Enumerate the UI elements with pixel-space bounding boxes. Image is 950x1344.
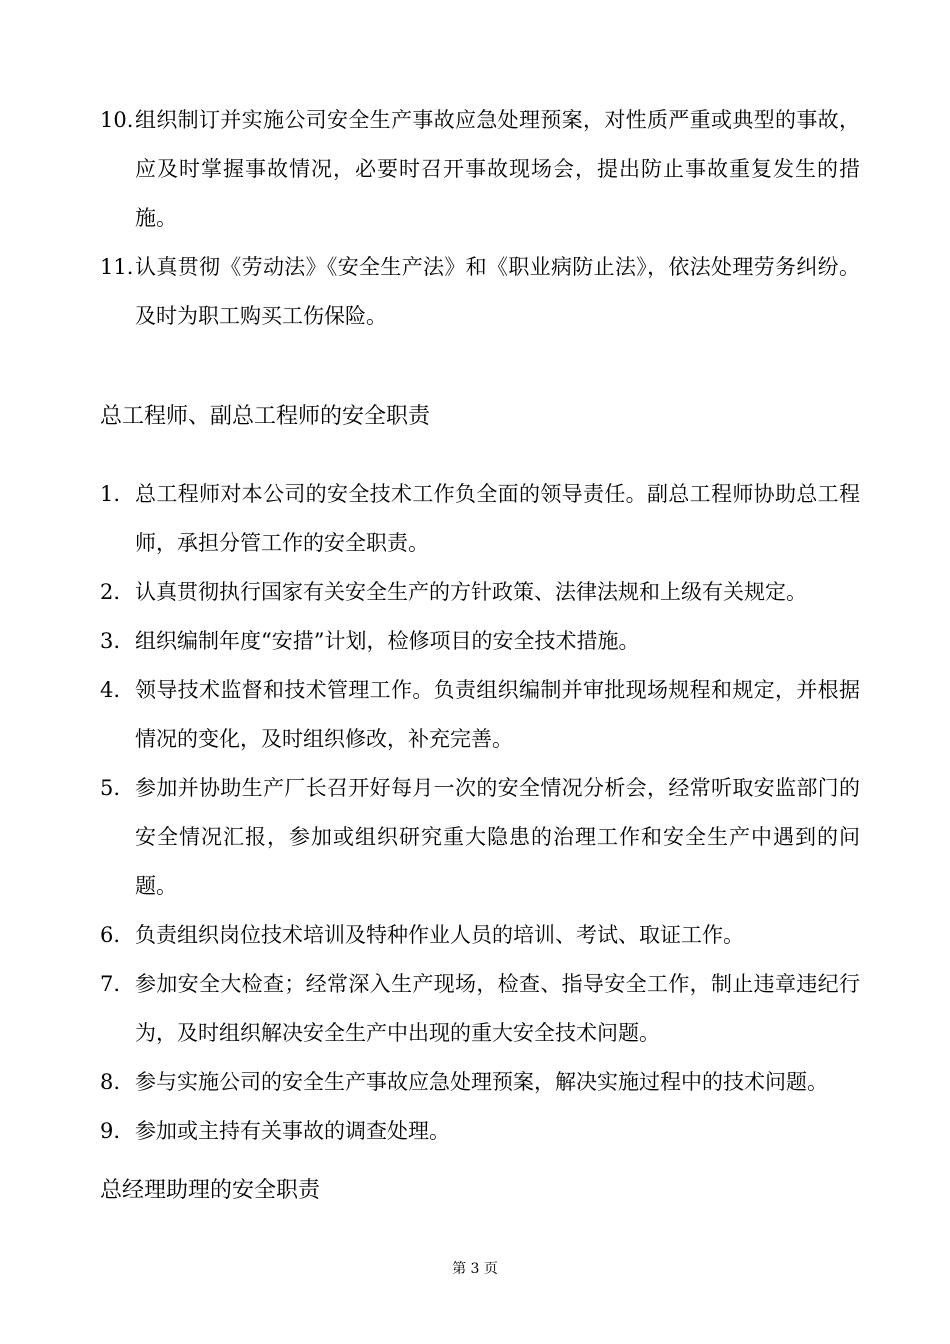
duty-list-chief-engineer [100,470,860,1156]
item-text: 参加安全大检查；经常深入生产现场，检查、指导安全工作，制止违章违纪行为，及时组织解决安全生产中出现的重大安全技术问题。 [135,972,860,1045]
list-item [100,470,860,568]
item-text: 认真贯彻执行国家有关安全生产的方针政策、法律法规和上级有关规定。 [135,580,807,604]
item-number: 9. [100,1119,121,1143]
item-text: 参加或主持有关事故的调查处理。 [135,1119,450,1143]
list-item [100,666,860,764]
item-text: 参加并协助生产厂长召开好每月一次的安全情况分析会，经常听取安监部门的安全情况汇报，参加或组织研究重大隐患的治理工作和安全生产中遇到的问题。 [135,776,860,898]
list-item [100,1107,860,1156]
duty-list-general-manager-continued [100,96,860,341]
list-item [100,960,860,1058]
item-number: 4. [100,678,121,702]
page-number: 第 3 页 [452,1261,498,1277]
item-number: 7. [100,972,121,996]
list-item [100,617,860,666]
item-number: 3. [100,629,121,653]
item-number: 6. [100,923,121,947]
list-item [100,764,860,911]
list-item [100,96,860,243]
item-text: 总工程师对本公司的安全技术工作负全面的领导责任。副总工程师协助总工程师，承担分管工作的安全职责。 [135,482,860,555]
item-number: 10. [100,108,134,132]
section-heading-chief-engineer: 总工程师、副总工程师的安全职责 [100,404,431,429]
item-text: 组织编制年度“安措”计划，检修项目的安全技术措施。 [135,629,640,653]
item-text: 领导技术监督和技术管理工作。负责组织编制并审批现场规程和规定，并根据情况的变化，及时组织修改，补充完善。 [135,678,860,751]
list-item [100,243,860,341]
list-item [100,1058,860,1107]
item-text: 认真贯彻《劳动法》《安全生产法》和《职业病防止法》，依法处理劳务纠纷。及时为职工购买工伤保险。 [135,255,860,328]
list-item [100,568,860,617]
section-heading-assistant-gm: 总经理助理的安全职责 [100,1178,321,1203]
item-text: 负责组织岗位技术培训及特种作业人员的培训、考试、取证工作。 [135,923,744,947]
item-number: 1. [100,482,121,506]
item-number: 5. [100,776,121,800]
item-number: 8. [100,1070,121,1094]
item-number: 2. [100,580,121,604]
item-text: 参与实施公司的安全生产事故应急处理预案，解决实施过程中的技术问题。 [135,1070,828,1094]
item-text: 组织制订并实施公司安全生产事故应急处理预案，对性质严重或典型的事故，应及时掌握事故情况，必要时召开事故现场会，提出防止事故重复发生的措施。 [135,108,860,230]
list-item [100,911,860,960]
item-number: 11. [100,255,134,279]
